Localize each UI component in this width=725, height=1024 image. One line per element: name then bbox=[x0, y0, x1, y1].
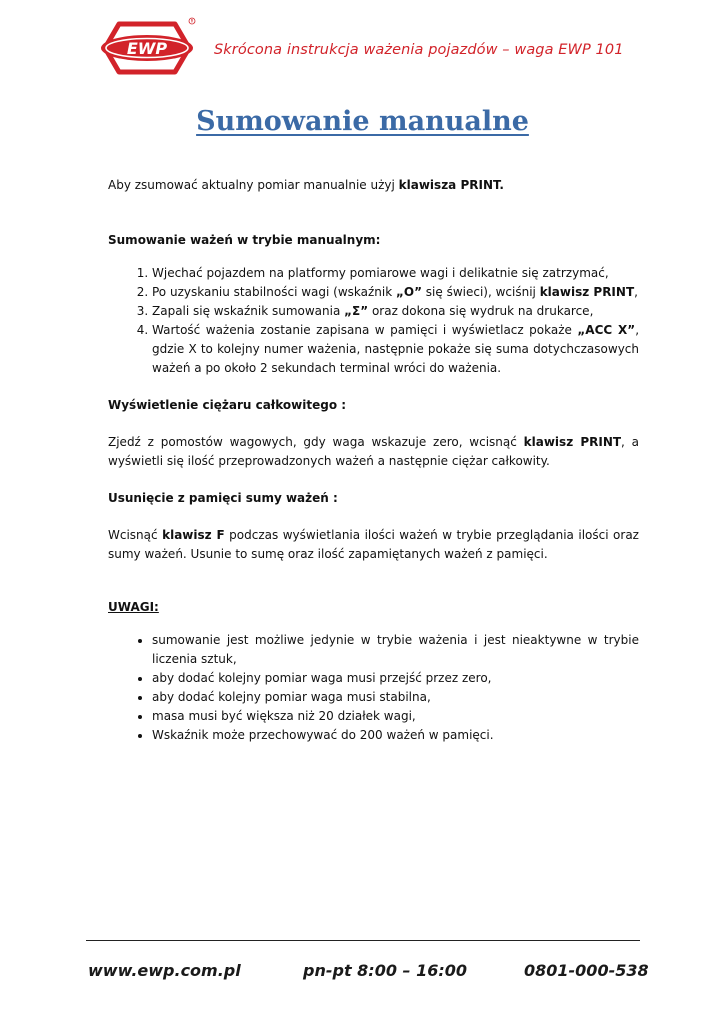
intro-text: Aby zsumować aktualny pomiar manualnie użyj bbox=[108, 178, 399, 192]
note-item: • aby dodać kolejny pomiar waga musi stabilna, bbox=[152, 688, 639, 707]
sum-step-item bbox=[152, 283, 639, 302]
note-item: • masa musi być większa niż 20 działek wagi, bbox=[152, 707, 639, 726]
note-item: • Wskaźnik może przechowywać do 200 ważeń w pamięci. bbox=[152, 726, 639, 745]
display-bold: klawisz PRINT bbox=[523, 435, 622, 449]
svg-text:EWP: EWP bbox=[126, 39, 168, 58]
sum-step-text: „O” bbox=[396, 285, 422, 299]
delete-text-a: Wcisnąć bbox=[108, 528, 163, 542]
footer-divider bbox=[86, 940, 640, 941]
sum-step-text: Wjechać pojazdem na platformy pomiarowe wagi i delikatnie się zatrzymać, bbox=[152, 266, 609, 280]
section-sum-heading: Sumowanie ważeń w trybie manualnym: bbox=[108, 233, 381, 247]
header-title: Skrócona instrukcja ważenia pojazdów – waga EWP 101 bbox=[214, 42, 624, 58]
svg-text:R: R bbox=[190, 18, 194, 24]
sum-step-text: się świeci), wciśnij bbox=[421, 285, 540, 299]
sum-step-text: Wartość ważenia zostanie zapisana w pamięci i wyświetlacz pokaże bbox=[152, 323, 578, 337]
sum-steps-list bbox=[108, 264, 639, 378]
section-display-heading: Wyświetlenie ciężaru całkowitego : bbox=[108, 398, 347, 412]
sum-step-item bbox=[152, 321, 639, 378]
sum-step-text: klawisz PRINT bbox=[539, 285, 635, 299]
delete-bold: klawisz F bbox=[162, 528, 225, 542]
intro-paragraph bbox=[108, 176, 639, 195]
delete-text-b: podczas wyświetlania ilości ważeń w trybie przeglądania ilości oraz sumy ważeń. Usunie to sumę oraz ilość zapamiętanych ważeń z pamięci. bbox=[108, 528, 639, 561]
footer-website: www.ewp.com.pl bbox=[88, 961, 241, 980]
ewp-logo bbox=[97, 16, 197, 80]
section-delete-paragraph bbox=[108, 526, 639, 564]
notes-heading: UWAGI: bbox=[108, 600, 159, 614]
sum-step-item bbox=[152, 264, 639, 283]
page-title: Sumowanie manualne bbox=[196, 106, 529, 137]
sum-step-item bbox=[152, 302, 639, 321]
note-item: • sumowanie jest możliwe jedynie w trybie ważenia i jest nieaktywne w trybie liczenia sztuk, bbox=[152, 631, 639, 669]
notes-list bbox=[108, 631, 639, 745]
sum-step-text: „ACC X” bbox=[577, 323, 636, 337]
intro-bold: klawisza PRINT. bbox=[398, 178, 504, 192]
sum-step-text: oraz dokona się wydruk na drukarce, bbox=[368, 304, 594, 318]
footer-hours: pn-pt 8:00 – 16:00 bbox=[303, 961, 468, 980]
sum-step-text: , gdzie X to kolejny numer ważenia, następnie pokaże się suma dotychczasowych ważeń a po około 2 sekundach terminal wróci do ważenia. bbox=[152, 323, 640, 375]
document-body bbox=[108, 176, 639, 745]
sum-step-text: Zapali się wskaźnik sumowania bbox=[152, 304, 345, 318]
section-display-paragraph bbox=[108, 433, 639, 471]
display-text-b: , a wyświetli się ilość przeprowadzonych ważeń a następnie ciężar całkowity. bbox=[108, 435, 639, 468]
footer-phone: 0801-000-538 bbox=[524, 961, 649, 980]
section-delete-heading: Usunięcie z pamięci sumy ważeń : bbox=[108, 491, 338, 505]
display-text-a: Zjedź z pomostów wagowych, gdy waga wskazuje zero, wcisnąć bbox=[108, 435, 524, 449]
note-item: • aby dodać kolejny pomiar waga musi przejść przez zero, bbox=[152, 669, 639, 688]
sum-step-text: , bbox=[634, 285, 638, 299]
sum-step-text: „Σ” bbox=[344, 304, 369, 318]
sum-step-text: Po uzyskaniu stabilności wagi (wskaźnik bbox=[152, 285, 396, 299]
